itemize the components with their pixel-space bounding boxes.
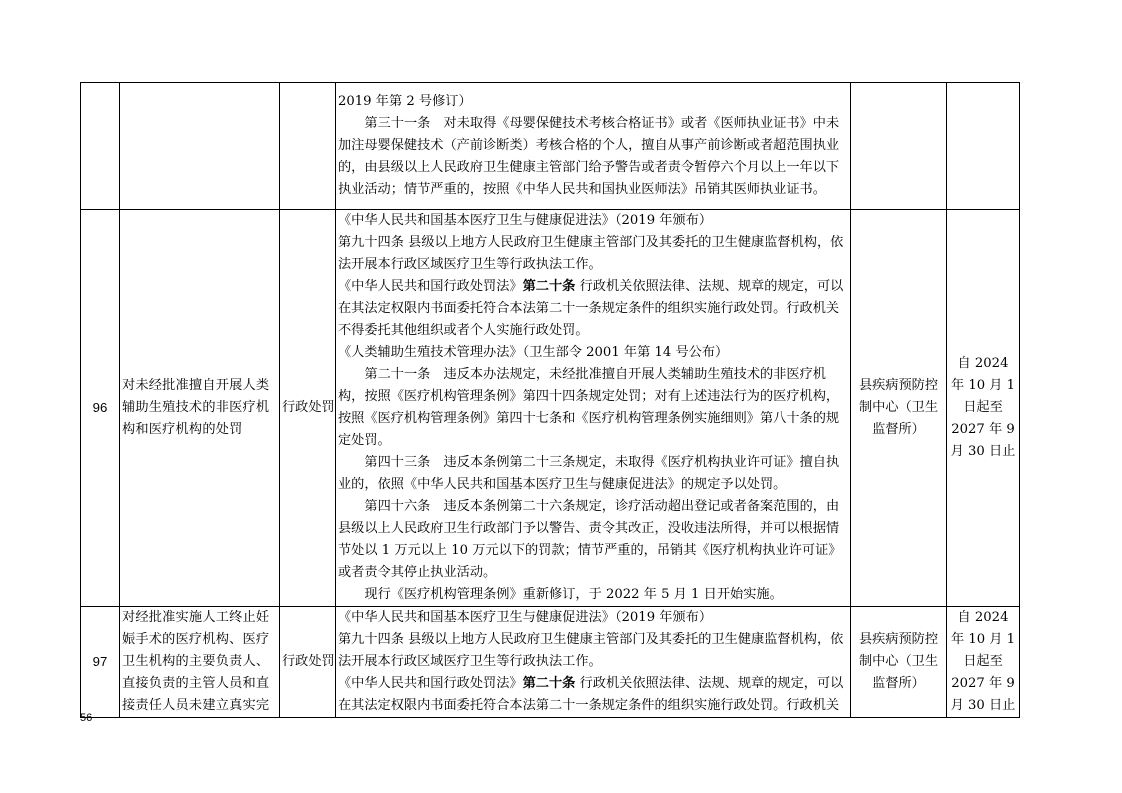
basis-paragraph: 《中华人民共和国基本医疗卫生与健康促进法》（2019 年颁布） bbox=[338, 213, 713, 228]
regulation-table bbox=[80, 82, 1020, 718]
item-name: 对未经批准擅自开展人类辅助生殖技术的非医疗机构和医疗机构的处罚 bbox=[120, 210, 280, 607]
table-row bbox=[81, 83, 1020, 210]
basis-paragraph: 第四十三条 违反本条例第二十三条规定，未取得《医疗机构执业许可证》擅自执业的，依照《中华人民共和国基本医疗卫生与健康促进法》的规定予以处罚。 bbox=[338, 455, 840, 492]
basis-paragraph: 《中华人民共和国基本医疗卫生与健康促进法》（2019 年颁布） bbox=[338, 610, 713, 625]
responsible-department: 县疾病预防控制中心（卫生监督所） bbox=[851, 607, 947, 718]
page-number: 56 bbox=[80, 712, 93, 724]
table-body bbox=[81, 83, 1020, 718]
validity-period: 自 2024 年 10 月 1 日起至 2027 年 9 月 30 日止 bbox=[947, 210, 1020, 607]
row-number bbox=[81, 83, 120, 210]
basis-paragraph: 第九十四条 县级以上地方人民政府卫生健康主管部门及其委托的卫生健康监督机构，依法开展本行政区域医疗卫生等行政执法工作。 bbox=[338, 235, 844, 272]
article-text: 行政机关依照法律、法规、规章的规定，可以在其法定权限内书面委托符合本法第二十一条规定条件的组织实施行政处罚。行政机关 bbox=[338, 676, 844, 713]
basis-paragraph: 现行《医疗机构管理条例》重新修订，于 2022 年 5 月 1 日开始实施。 bbox=[364, 587, 783, 602]
legal-basis bbox=[336, 210, 851, 607]
basis-paragraph: 第四十六条 违反本条例第二十六条规定，诊疗活动超出登记或者备案范围的，由县级以上人民政府卫生行政部门予以警告、责令其改正，没收违法所得，并可以根据情节处以 1 万元以上 10 万元以下的罚款；情节严重的，吊销其《医疗机构执业许可证》或者责令其停止执业活动。 bbox=[338, 499, 842, 580]
article-number: 第二十条 bbox=[522, 279, 576, 294]
basis-paragraph bbox=[338, 673, 848, 717]
validity-period bbox=[947, 83, 1020, 210]
basis-paragraph bbox=[338, 276, 848, 342]
item-type bbox=[280, 83, 336, 210]
basis-paragraph: 《人类辅助生殖技术管理办法》（卫生部令 2001 年第 14 号公布） bbox=[338, 345, 729, 360]
validity-period: 自 2024 年 10 月 1 日起至 2027 年 9 月 30 日止 bbox=[947, 607, 1020, 718]
table-row bbox=[81, 607, 1020, 718]
basis-paragraph: 2019 年第 2 号修订） bbox=[338, 94, 472, 109]
article-text: 行政机关依照法律、法规、规章的规定，可以在其法定权限内书面委托符合本法第二十一条规定条件的组织实施行政处罚。行政机关不得委托其他组织或者个人实施行政处罚。 bbox=[338, 279, 844, 338]
law-title: 《中华人民共和国行政处罚法》 bbox=[338, 676, 523, 691]
basis-paragraph: 第二十一条 违反本办法规定，未经批准擅自开展人类辅助生殖技术的非医疗机构，按照《医疗机构管理条例》第四十四条规定处罚；对有上述违法行为的医疗机构，按照《医疗机构管理条例》第四十七条和《医疗机构管理条例实施细则》第八十条的规定处罚。 bbox=[338, 367, 840, 448]
responsible-department bbox=[851, 83, 947, 210]
legal-basis bbox=[336, 607, 851, 718]
responsible-department: 县疾病预防控制中心（卫生监督所） bbox=[851, 210, 947, 607]
legal-basis bbox=[336, 83, 851, 210]
item-type: 行政处罚 bbox=[280, 607, 336, 718]
article-number: 第二十条 bbox=[522, 676, 576, 691]
row-number: 97 bbox=[81, 607, 120, 718]
item-name bbox=[120, 83, 280, 210]
law-title: 《中华人民共和国行政处罚法》 bbox=[338, 279, 523, 294]
basis-paragraph: 第三十一条 对未取得《母婴保健技术考核合格证书》或者《医师执业证书》中未加注母婴保健技术（产前诊断类）考核合格的个人，擅自从事产前诊断或者超范围执业的，由县级以上人民政府卫生健康主管部门给予警告或者责令暂停六个月以上一年以下执业活动；情节严重的，按照《中华人民共和国执业医师法》吊销其医师执业证书。 bbox=[338, 116, 840, 197]
item-type: 行政处罚 bbox=[280, 210, 336, 607]
basis-paragraph: 第九十四条 县级以上地方人民政府卫生健康主管部门及其委托的卫生健康监督机构，依法开展本行政区域医疗卫生等行政执法工作。 bbox=[338, 632, 844, 669]
item-name: 对经批准实施人工终止妊娠手术的医疗机构、医疗卫生机构的主要负责人、直接负责的主管人员和直接责任人员未建立真实完 bbox=[120, 607, 280, 718]
table-row bbox=[81, 210, 1020, 607]
row-number: 96 bbox=[81, 210, 120, 607]
